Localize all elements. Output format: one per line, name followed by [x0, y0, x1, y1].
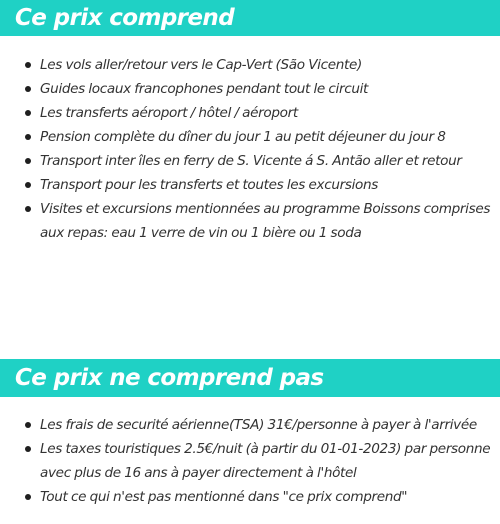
bullet-icon: [25, 134, 31, 140]
bullet-icon: [25, 446, 31, 452]
bullet-icon: [25, 494, 31, 500]
list-item: [0, 413, 500, 437]
list-item: [0, 125, 500, 149]
excluded-section: [0, 359, 500, 509]
list-item-text: Pension complète du dîner du jour 1 au petit déjeuner du jour 8: [40, 129, 446, 145]
bullet-icon: [25, 182, 31, 188]
bullet-icon: [25, 86, 31, 92]
list-item-text: Les transferts aéroport / hôtel / aéroport: [40, 105, 298, 121]
list-item-text: Transport inter îles en ferry de S. Vicente á S. Antão aller et retour: [40, 153, 462, 169]
included-section: [0, 0, 500, 245]
list-item-text: Les taxes touristiques 2.5€/nuit (à partir du 01-01-2023) par personne avec plus de 16 ans à payer directement à l'hôtel: [40, 441, 491, 481]
bullet-icon: [25, 62, 31, 68]
bullet-icon: [25, 110, 31, 116]
bullet-icon: [25, 422, 31, 428]
list-item: [0, 53, 500, 77]
list-item: [0, 77, 500, 101]
list-item: [0, 485, 500, 509]
list-item-text: Tout ce qui n'est pas mentionné dans "ce prix comprend": [40, 489, 408, 505]
excluded-list: [0, 413, 500, 509]
list-item: [0, 101, 500, 125]
list-item-text: Guides locaux francophones pendant tout le circuit: [40, 81, 368, 97]
list-item: [0, 437, 500, 485]
bullet-icon: [25, 206, 31, 212]
included-list: [0, 53, 500, 245]
list-item-text: Les frais de securité aérienne(TSA) 31€/personne à payer à l'arrivée: [40, 417, 477, 433]
list-item: [0, 197, 500, 245]
list-item-text: Les vols aller/retour vers le Cap-Vert (São Vicente): [40, 57, 362, 73]
bullet-icon: [25, 158, 31, 164]
list-item-text: Visites et excursions mentionnées au programme Boissons comprises aux repas: eau 1 verre de vin ou 1 bière ou 1 soda: [40, 201, 491, 241]
list-item-text: Transport pour les transferts et toutes les excursions: [40, 177, 378, 193]
excluded-title: Ce prix ne comprend pas: [15, 365, 324, 391]
list-item: [0, 173, 500, 197]
included-banner: [0, 0, 500, 36]
excluded-banner: [0, 359, 500, 397]
included-title: Ce prix comprend: [15, 5, 235, 31]
list-item: [0, 149, 500, 173]
